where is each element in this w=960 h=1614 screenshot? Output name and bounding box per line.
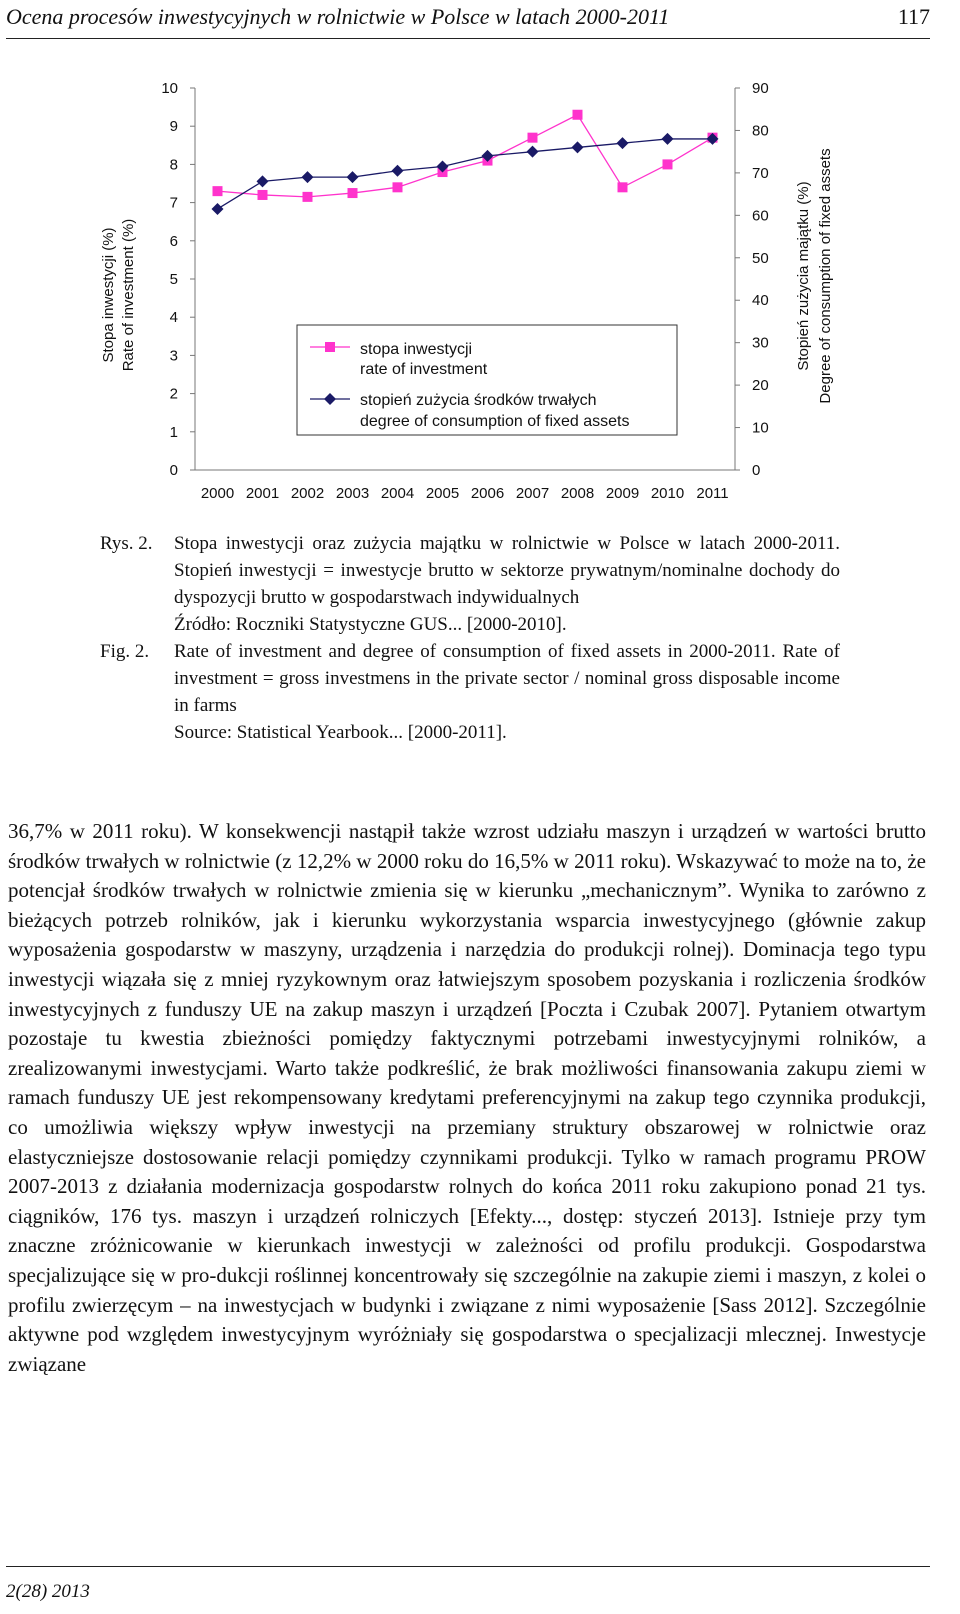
left-tick-label: 8 xyxy=(169,156,178,174)
data-point-investment xyxy=(258,190,268,200)
x-tick-label: 2003 xyxy=(335,485,370,502)
left-axis-title-en: Rate of investment (%) xyxy=(120,218,137,372)
data-point-consumption xyxy=(302,171,314,183)
data-point-investment xyxy=(348,188,358,198)
left-axis-title-pl: Stopa inwestycji (%) xyxy=(100,227,117,363)
page-number: 117 xyxy=(897,4,930,29)
caption-rys-text: Stopa inwestycji oraz zużycia majątku w rolnictwie w Polsce w latach 2000-2011. Stopień inwestycji = inwestycje brutto w sektorze prywatnym/nominalne dochody do dyspozycji brutto w gospodarstwach indywidualnych xyxy=(174,533,840,608)
x-tick-label: 2005 xyxy=(425,485,460,502)
x-tick-labels xyxy=(201,485,729,502)
left-tick-label: 9 xyxy=(169,118,178,136)
data-point-consumption xyxy=(617,137,629,149)
data-point-consumption xyxy=(392,165,404,177)
figure-caption xyxy=(100,530,840,746)
right-tick-label: 90 xyxy=(752,80,769,97)
right-axis-title-en: Degree of consumption of fixed assets xyxy=(817,148,834,404)
x-tick-label: 2001 xyxy=(245,485,280,502)
left-tick-label: 10 xyxy=(161,80,178,97)
right-tick-label: 40 xyxy=(752,292,769,310)
data-point-investment xyxy=(528,133,538,143)
data-point-consumption xyxy=(212,203,224,215)
data-point-consumption xyxy=(347,171,359,183)
left-tick-label: 3 xyxy=(169,347,178,365)
x-tick-label: 2010 xyxy=(650,485,685,502)
x-tick-label: 2009 xyxy=(605,485,640,502)
x-tick-label: 2008 xyxy=(560,485,595,502)
series-line-0 xyxy=(218,115,713,197)
caption-fig-text: Rate of investment and degree of consumption of fixed assets in 2000-2011. Rate of investment = gross investmens in the private sector / nominal gross disposable income in farms xyxy=(174,641,840,716)
right-tick-label: 70 xyxy=(752,164,769,182)
left-axis xyxy=(161,80,195,479)
data-point-investment xyxy=(393,182,403,192)
x-tick-label: 2011 xyxy=(696,485,729,502)
right-axis xyxy=(735,80,769,479)
series-line-1 xyxy=(218,139,713,209)
page-footer xyxy=(6,1566,930,1603)
page-header xyxy=(6,0,930,39)
data-point-investment xyxy=(663,159,673,169)
x-tick-label: 2004 xyxy=(380,485,415,502)
caption-rys-source: Źródło: Roczniki Statystyczne GUS... [2000-2010]. xyxy=(174,614,567,635)
left-tick-label: 7 xyxy=(169,194,178,212)
issue-number: 2(28) 2013 xyxy=(6,1581,90,1602)
x-tick-label: 2007 xyxy=(515,485,550,502)
series-layer xyxy=(212,110,719,215)
data-point-consumption xyxy=(527,146,539,158)
legend-investment-en: rate of investment xyxy=(360,361,488,378)
left-tick-label: 0 xyxy=(169,462,178,479)
right-tick-label: 30 xyxy=(752,334,769,352)
data-point-investment xyxy=(618,182,628,192)
right-tick-label: 0 xyxy=(752,462,761,479)
right-tick-label: 50 xyxy=(752,249,769,267)
legend-investment-pl: stopa inwestycji xyxy=(360,341,473,358)
left-tick-label: 4 xyxy=(169,309,178,327)
running-title: Ocena procesów inwestycyjnych w rolnictwie w Polsce w latach 2000-2011 xyxy=(6,4,670,29)
x-tick-label: 2002 xyxy=(290,485,325,502)
legend-consumption-en: degree of consumption of fixed assets xyxy=(360,413,630,430)
data-point-investment xyxy=(213,186,223,196)
left-tick-label: 1 xyxy=(169,423,178,441)
right-tick-label: 80 xyxy=(752,122,769,140)
data-point-investment xyxy=(573,110,583,120)
left-tick-label: 2 xyxy=(169,385,178,403)
caption-fig-label: Fig. 2. xyxy=(100,641,150,662)
data-point-consumption xyxy=(257,175,269,187)
legend xyxy=(297,325,677,435)
caption-fig-source: Source: Statistical Yearbook... [2000-2011]. xyxy=(174,722,507,743)
legend-marker-investment xyxy=(325,342,335,352)
legend-consumption-pl: stopień zużycia środków trwałych xyxy=(360,392,597,409)
chart xyxy=(0,60,960,510)
data-point-consumption xyxy=(572,141,584,153)
data-point-consumption xyxy=(662,133,674,145)
left-tick-label: 5 xyxy=(169,271,178,288)
right-tick-label: 20 xyxy=(752,377,769,395)
right-tick-label: 60 xyxy=(752,207,769,225)
data-point-investment xyxy=(303,192,313,202)
left-tick-label: 6 xyxy=(169,232,178,250)
x-tick-label: 2000 xyxy=(200,485,235,502)
right-tick-label: 10 xyxy=(752,419,769,437)
right-axis-title-pl: Stopień zużycia majątku (%) xyxy=(795,181,812,371)
body-paragraph: 36,7% w 2011 roku). W konsekwencji nastąpił także wzrost udziału maszyn i urządzeń w wartości brutto środków trwałych w rolnictwie (z 12,2% w 2000 roku do 16,5% w 2011 roku). Wskazywać to może na to, że potencjał środków trwałych w rolnictwie zmienia się w kierunku „mechanicznym”. Wynika to zarówno z bieżących potrzeb rolników, jak i kierunku wykorzystania wsparcia inwestycyjnego (głównie zakup wyposażenia gospodarstw w maszyny, urządzenia i narzędzia do produkcji rolnej). Dominacja tego typu inwestycji wiązała się z mniej ryzykownym oraz łatwiejszym sposobem pozyskania i rozliczenia środków inwestycyjnych z funduszy UE na zakup maszyn i urządzeń [Poczta i Czubak 2007]. Pytaniem otwartym pozostaje tu kwestia zbieżności pomiędzy faktycznymi potrzebami inwestycyjnymi rolników, a zrealizowanymi inwestycjami. Warto także podkreślić, że brak możliwości finansowania zakupu ziemi w ramach funduszy UE jest rekompensowany kredytami preferencyjnymi na zakup tego czynnika produkcji, co umożliwia większy wpływ inwestycji na przemiany struktury obszarowej w rolnictwie oraz elastyczniejsze dostosowanie relacji pomiędzy czynnikami produkcji. Tylko w ramach programu PROW 2007-2013 z działania modernizacja gospodarstw rolnych do końca 2011 roku zakupiono ponad 21 tys. ciągników, 176 tys. maszyn i urządzeń rolniczych [Efekty..., dostęp: styczeń 2013]. Istnieje przy tym znaczne zróżnicowanie w kierunkach inwestycji w zależności od profilu produkcji. Gospodarstwa specjalizujące się w pro-dukcji roślinnej koncentrowały się szczególnie na zakupie ziemi i maszyn, z kolei o profilu zwierzęcym – na inwestycjach w budynki i związane z nimi wyposażenie [Sass 2012]. Szczególnie aktywne pod względem inwestycyjnym wyróżniały się gospodarstwa o specjalizacji mlecznej. Inwestycje związane xyxy=(8,819,926,1376)
caption-rys-label: Rys. 2. xyxy=(100,533,153,554)
x-tick-label: 2006 xyxy=(470,485,505,502)
